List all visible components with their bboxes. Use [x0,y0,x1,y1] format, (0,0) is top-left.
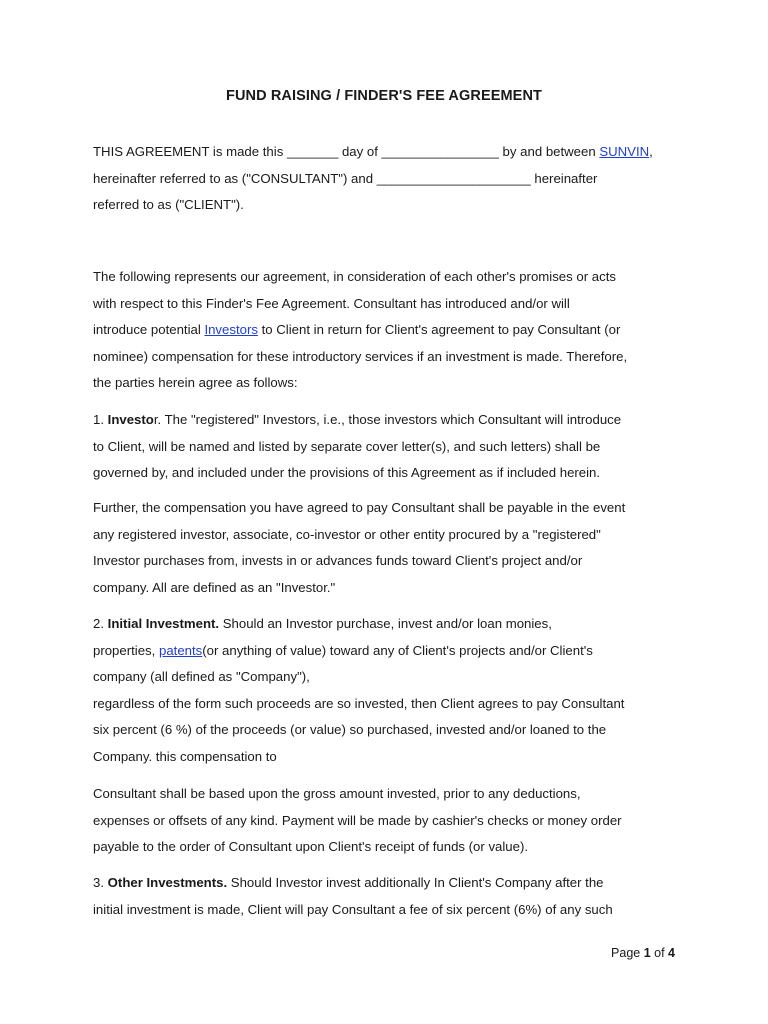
investors-link[interactable]: Investors [204,322,258,338]
preamble-line: with respect to this Finder's Fee Agreement. Consultant has introduced and/or will [93,295,570,311]
section-line: 1. Investor. The "registered" Investors, i.e., those investors which Consultant will introduce [93,412,622,427]
section-line: six percent (6 %) of the proceeds (or value) so purchased, invested and/or loaned to the [93,722,607,738]
preamble-line: nominee) compensation for these introductory services if an investment is made. Therefore, [93,348,628,364]
section-heading: Initial Investment. [107,616,220,631]
current-page: 1 [643,946,651,960]
section-heading: Investo [107,412,154,427]
total-pages: 4 [668,946,675,960]
section-2-initial-investment [93,611,683,771]
section-line: properties, patents(or anything of value) toward any of Client's projects and/or Client's [93,642,593,658]
preamble-paragraph [93,264,683,397]
intro-paragraph [93,139,683,219]
page-number: Page 1 of 4 [611,946,675,960]
intro-line: THIS AGREEMENT is made this _______ day of ________________ by and between SUNVIN, [93,144,653,159]
section-line: initial investment is made, Client will pay Consultant a fee of six percent (6%) of any such [93,901,613,917]
section-line: 2. Initial Investment. Should an Investor purchase, invest and/or loan monies, [93,616,552,631]
preamble-line: introduce potential Investors to Client in return for Client's agreement to pay Consultant (or [93,322,621,338]
section-heading: Other Investments. [107,875,228,890]
consultant-basis-paragraph [93,781,683,861]
basis-line: expenses or offsets of any kind. Payment will be made by cashier's checks or money order [93,812,622,828]
section-line: 3. Other Investments. Should Investor invest additionally In Client's Company after the [93,875,604,890]
patents-link[interactable]: patents [158,642,203,658]
section-line: to Client, will be named and listed by separate cover letter(s), and such letters) shall be [93,438,601,454]
intro-line: referred to as ("CLIENT"). [93,197,244,213]
section-3-other-investments [93,870,683,923]
further-line: company. All are defined as an "Investor." [93,579,336,595]
basis-line: payable to the order of Consultant upon Client's receipt of funds (or value). [93,839,529,855]
further-line: Investor purchases from, invests in or advances funds toward Client's project and/or [93,553,583,569]
preamble-line: the parties herein agree as follows: [93,375,298,391]
section-line: regardless of the form such proceeds are so invested, then Client agrees to pay Consultant [93,695,625,711]
further-paragraph [93,495,683,601]
section-line: Company. this compensation to [93,748,277,764]
sunvin-link[interactable]: SUNVIN [599,144,650,159]
intro-line: hereinafter referred to as ("CONSULTANT") and _____________________ hereinafter [93,170,598,186]
section-line: company (all defined as "Company"), [93,669,310,685]
section-1-investor [93,407,683,487]
section-line: governed by, and included under the provisions of this Agreement as if included herein. [93,465,601,481]
document-title: FUND RAISING / FINDER'S FEE AGREEMENT [226,88,542,104]
further-line: Further, the compensation you have agreed to pay Consultant shall be payable in the event [93,500,626,515]
preamble-line: The following represents our agreement, in consideration of each other's promises or acts [93,269,616,284]
further-line: any registered investor, associate, co-investor or other entity procured by a "registered" [93,526,601,542]
basis-line: Consultant shall be based upon the gross amount invested, prior to any deductions, [93,786,581,801]
